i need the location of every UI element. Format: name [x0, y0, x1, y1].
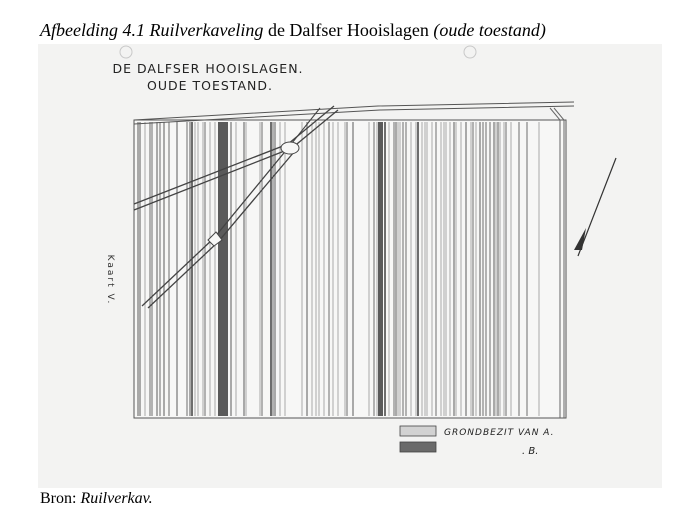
map-border [134, 120, 566, 418]
map-side-label: Kaart V. [105, 254, 115, 306]
punch-hole-left [120, 46, 132, 58]
parcel-dark-strip [218, 122, 228, 416]
road-junction [281, 142, 299, 154]
figure-caption [40, 20, 546, 41]
legend-label-a: GRONDBEZIT VAN A. [444, 428, 555, 438]
figure-title-roman: de Dalfser Hooislagen [267, 20, 429, 40]
source-name: Ruilverkav. [80, 490, 153, 507]
legend [400, 426, 555, 457]
legend-label-b: . B. [522, 446, 539, 457]
figure-title-paren: (oude toestand) [433, 20, 546, 40]
figure-label: Afbeelding 4.1 [40, 20, 145, 40]
parcel-dark-strip [378, 122, 383, 416]
punch-hole-right [464, 46, 476, 58]
source-prefix: Bron: [40, 490, 77, 507]
source-line [40, 490, 153, 508]
figure-title-italic: Ruilverkaveling [149, 20, 264, 40]
north-arrow [574, 158, 616, 256]
map-figure [38, 44, 662, 488]
legend-swatch-b [400, 442, 436, 452]
map-title-line1: DE DALFSER HOOISLAGEN. [112, 61, 304, 76]
legend-swatch-a [400, 426, 436, 436]
map-title-line2: OUDE TOESTAND. [147, 78, 273, 93]
map-plate [38, 44, 662, 488]
parcel-map [134, 102, 574, 418]
